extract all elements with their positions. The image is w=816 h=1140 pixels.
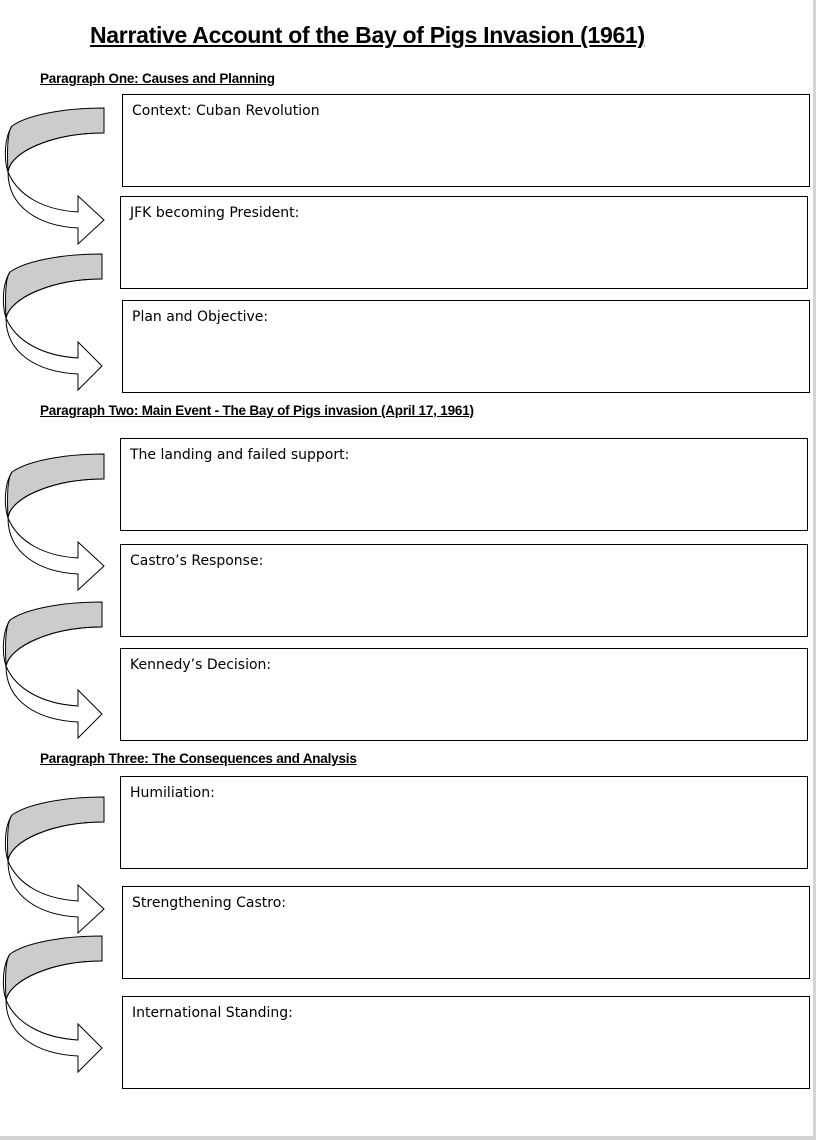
page-edge [0, 1136, 816, 1140]
section-heading-consequences: Paragraph Three: The Consequences and Analysis [40, 751, 357, 766]
response-box-plan[interactable] [122, 300, 810, 393]
curved-arrow-icon [0, 797, 110, 937]
curved-arrow-icon [0, 602, 110, 742]
document-title: Narrative Account of the Bay of Pigs Invasion (1961) [90, 22, 645, 48]
box-label: JFK becoming President: [130, 205, 300, 221]
response-box-context[interactable] [122, 94, 810, 187]
response-box-castro-response[interactable] [120, 544, 808, 637]
box-label: Plan and Objective: [132, 309, 269, 325]
curved-arrow-icon [0, 108, 110, 248]
response-box-international-standing[interactable] [122, 996, 810, 1089]
section-heading-causes: Paragraph One: Causes and Planning [40, 71, 275, 86]
box-label: Kennedy’s Decision: [130, 657, 272, 673]
box-label: International Standing: [132, 1005, 293, 1021]
box-label: Castro’s Response: [130, 553, 264, 569]
box-label: The landing and failed support: [130, 447, 350, 463]
box-label: Context: Cuban Revolution [132, 103, 320, 119]
response-box-landing[interactable] [120, 438, 808, 531]
curved-arrow-icon [0, 454, 110, 594]
response-box-kennedy-decision[interactable] [120, 648, 808, 741]
response-box-strengthening-castro[interactable] [122, 886, 810, 979]
response-box-humiliation[interactable] [120, 776, 808, 869]
box-label: Humiliation: [130, 785, 215, 801]
curved-arrow-icon [0, 254, 110, 394]
curved-arrow-icon [0, 936, 110, 1076]
section-heading-main-event: Paragraph Two: Main Event - The Bay of Pigs invasion (April 17, 1961) [40, 403, 474, 418]
box-label: Strengthening Castro: [132, 895, 287, 911]
response-box-jfk[interactable] [120, 196, 808, 289]
